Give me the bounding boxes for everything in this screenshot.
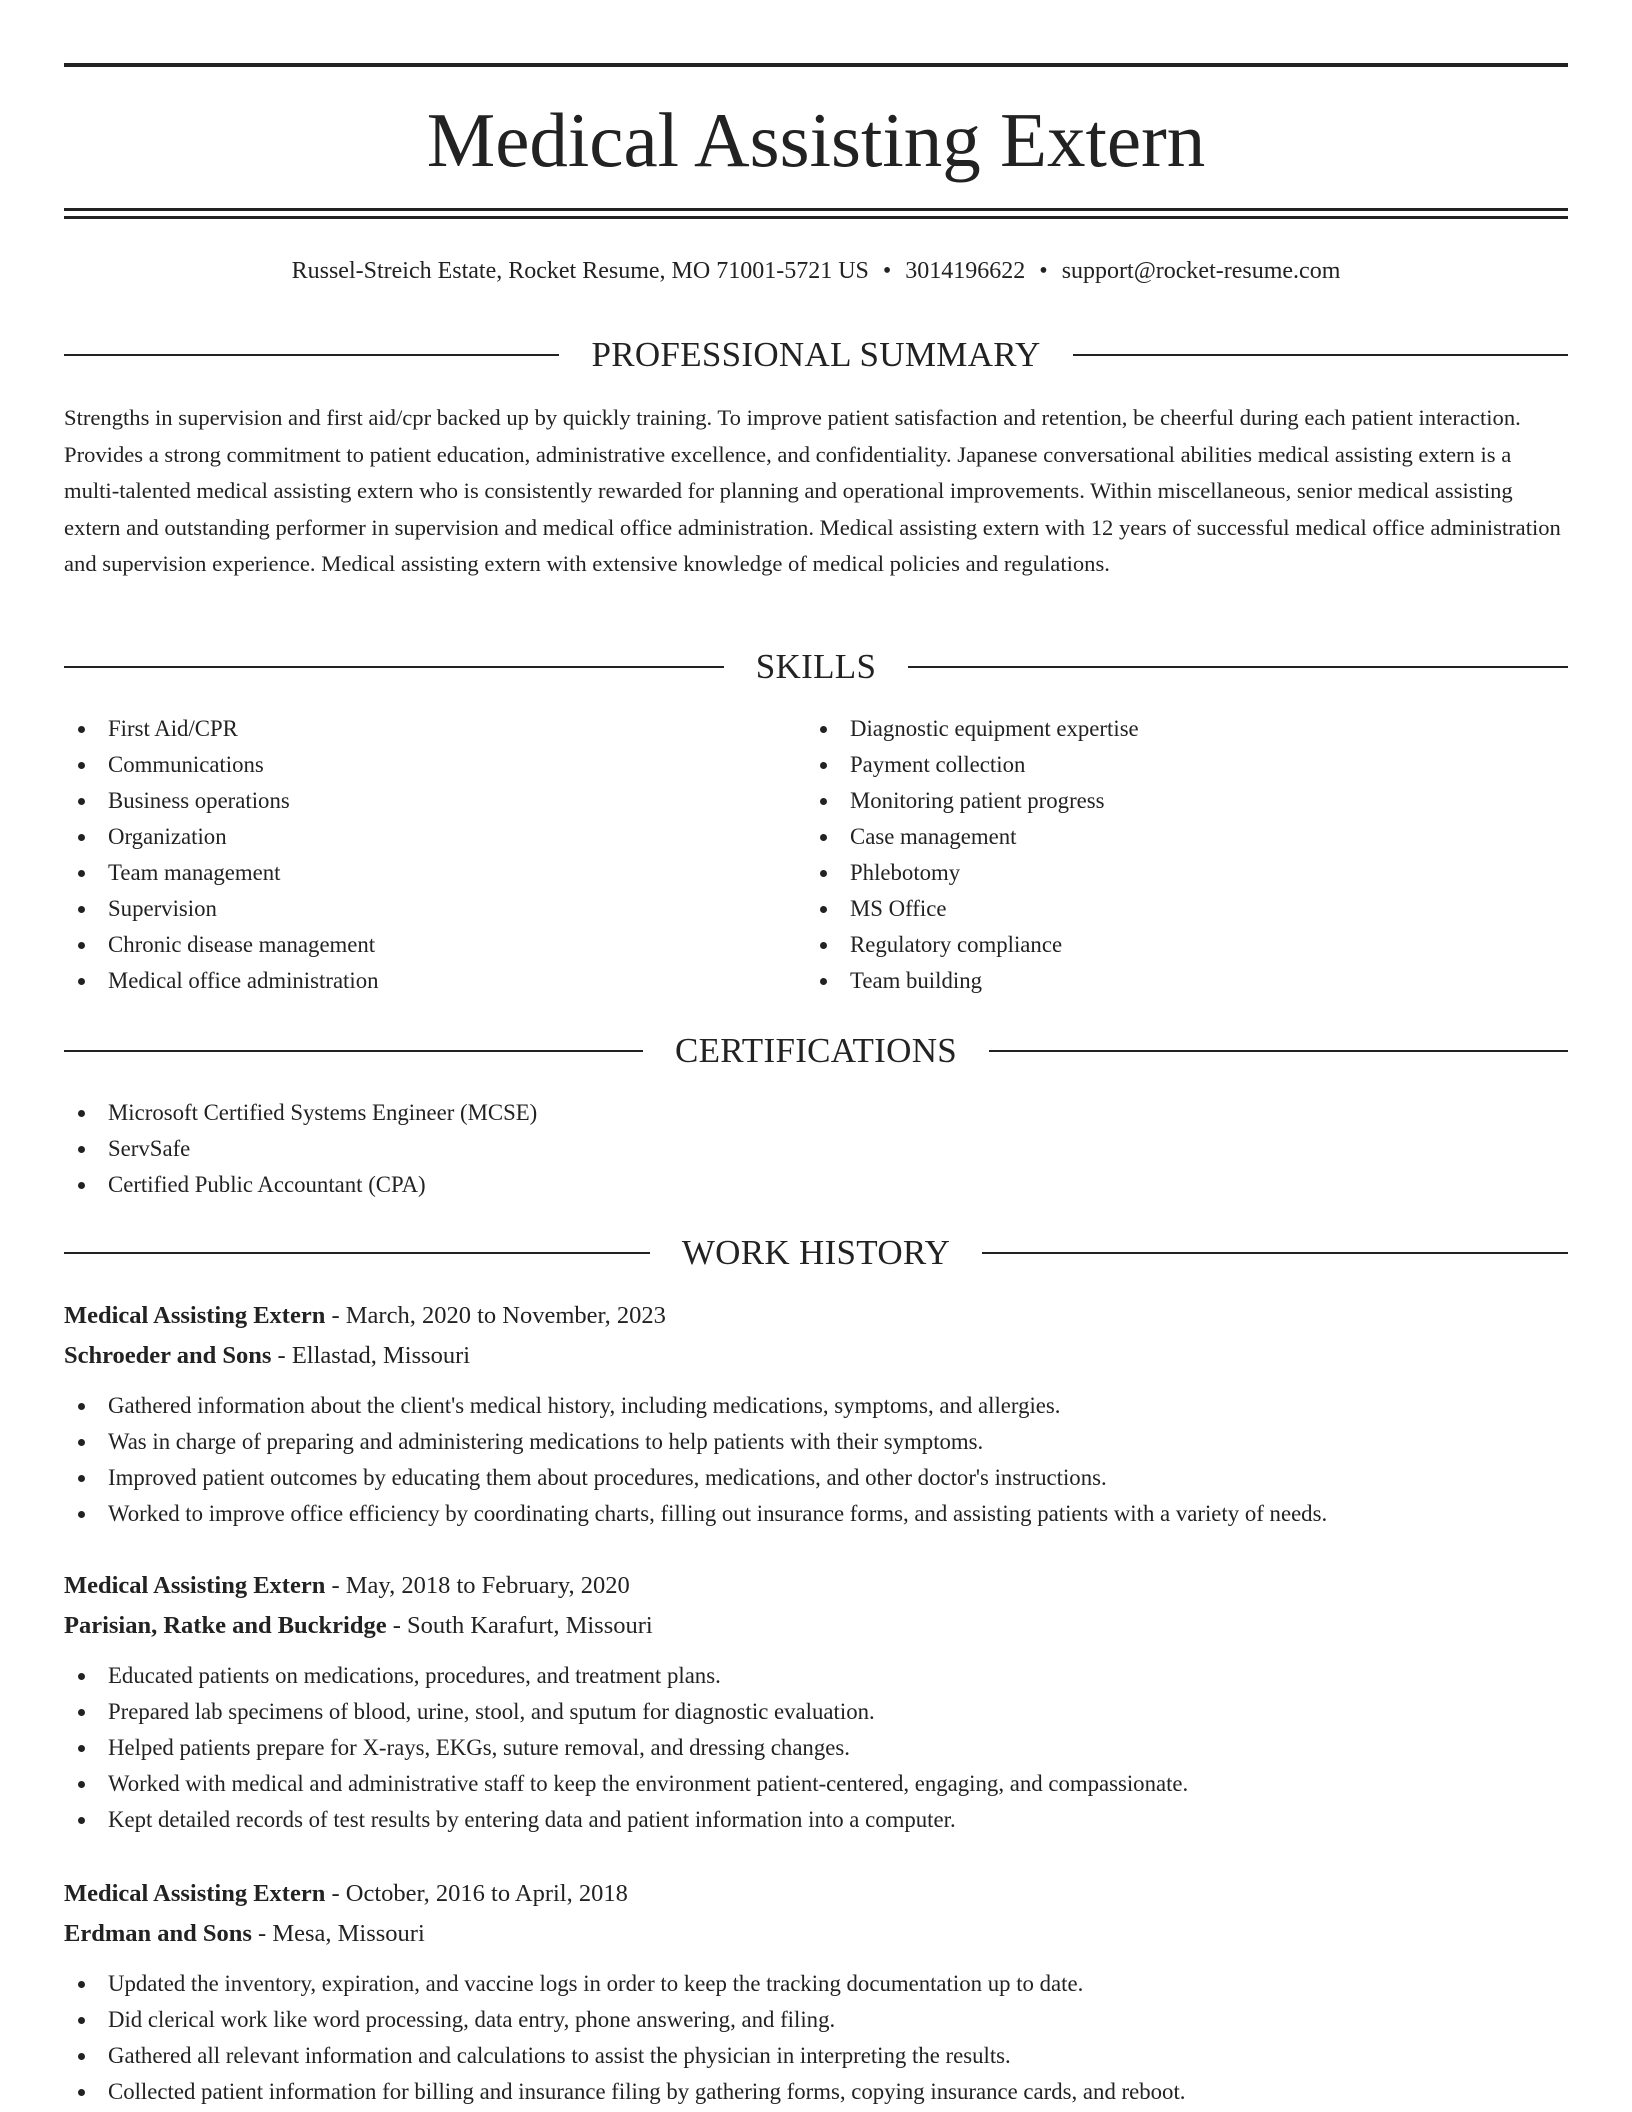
job-duty-item: Updated the inventory, expiration, and vaccine logs in order to keep the tracking documentation up to date. [64, 1966, 1568, 2002]
section-title-work-history: WORK HISTORY [681, 1233, 951, 1272]
skill-item: Communications [64, 747, 804, 783]
contact-address: Russel-Streich Estate, Rocket Resume, MO 71001-5721 US [291, 258, 869, 284]
section-rule-right [1073, 354, 1568, 356]
skill-item: Supervision [64, 891, 804, 927]
job-company: Parisian, Ratke and Buckridge [64, 1612, 387, 1639]
contact-separator: • [882, 258, 892, 284]
job-duties-list [64, 1658, 1568, 1838]
skills-list-right [806, 711, 1546, 999]
job-company-line [64, 1914, 1568, 1954]
contact-email: support@rocket-resume.com [1061, 258, 1341, 284]
section-rule-left [64, 1050, 643, 1052]
section-header-work-history [64, 1231, 1568, 1275]
job-entry [64, 1566, 1568, 1838]
section-rule-right [989, 1050, 1568, 1052]
section-title-skills: SKILLS [755, 647, 877, 686]
section-rule-right [908, 666, 1568, 668]
skill-item: Team management [64, 855, 804, 891]
skill-item: MS Office [806, 891, 1546, 927]
section-title-summary: PROFESSIONAL SUMMARY [591, 335, 1041, 374]
job-duty-item: Prepared lab specimens of blood, urine, stool, and sputum for diagnostic evaluation. [64, 1694, 1568, 1730]
certifications-list [64, 1095, 1568, 1203]
skill-item: Regulatory compliance [806, 927, 1546, 963]
job-duty-item: Was in charge of preparing and administering medications to help patients with their symptoms. [64, 1424, 1568, 1460]
skill-item: Diagnostic equipment expertise [806, 711, 1546, 747]
job-dates: - May, 2018 to February, 2020 [325, 1572, 630, 1599]
section-rule-right [982, 1252, 1568, 1254]
section-header-certifications [64, 1029, 1568, 1073]
skills-list-left [64, 711, 804, 999]
job-company-line [64, 1606, 1568, 1646]
job-location: - Ellastad, Missouri [271, 1342, 471, 1369]
skill-item: Business operations [64, 783, 804, 819]
job-title: Medical Assisting Extern [64, 1572, 326, 1599]
contact-phone: 3014196622 [905, 258, 1026, 284]
job-title-line [64, 1874, 1568, 1914]
skill-item: Monitoring patient progress [806, 783, 1546, 819]
job-title: Medical Assisting Extern [64, 1880, 326, 1907]
section-rule-left [64, 666, 724, 668]
job-duty-item: Kept detailed records of test results by entering data and patient information into a computer. [64, 1802, 1568, 1838]
job-location: - Mesa, Missouri [251, 1920, 425, 1947]
skill-item: Phlebotomy [806, 855, 1546, 891]
skill-item: Medical office administration [64, 963, 804, 999]
job-entry [64, 1874, 1568, 2110]
job-company: Erdman and Sons [64, 1920, 252, 1947]
summary-paragraph: Strengths in supervision and first aid/cpr backed up by quickly training. To improve patient satisfaction and retention, be cheerful during each patient interaction. Provides a strong commitment to patient education, administrative excellence, and confidentiality. Japanese conversational abilities medical assisting extern is a multi-talented medical assisting extern who is consistently rewarded for planning and operational improvements. Within miscellaneous, senior medical assisting extern and outstanding performer in supervision and medical office administration. Medical assisting extern with 12 years of successful medical office administration and supervision experience. Medical assisting extern with extensive knowledge of medical policies and regulations. [64, 405, 1561, 576]
job-entry [64, 1296, 1568, 1532]
skill-item: Case management [806, 819, 1546, 855]
skill-item: Chronic disease management [64, 927, 804, 963]
job-duties-list [64, 1966, 1568, 2110]
skill-item: Organization [64, 819, 804, 855]
job-duty-item: Educated patients on medications, procedures, and treatment plans. [64, 1658, 1568, 1694]
section-title-certifications: CERTIFICATIONS [674, 1031, 958, 1070]
skill-item: Team building [806, 963, 1546, 999]
job-duty-item: Helped patients prepare for X-rays, EKGs, suture removal, and dressing changes. [64, 1730, 1568, 1766]
header-double-rule-upper [64, 208, 1568, 211]
job-company: Schroeder and Sons [64, 1342, 272, 1369]
certification-item: ServSafe [64, 1131, 1568, 1167]
job-duty-item: Worked to improve office efficiency by coordinating charts, filling out insurance forms, and assisting patients with a variety of needs. [64, 1496, 1568, 1532]
job-duties-list [64, 1388, 1568, 1532]
job-dates: - October, 2016 to April, 2018 [325, 1880, 628, 1907]
job-duty-item: Did clerical work like word processing, data entry, phone answering, and filing. [64, 2002, 1568, 2038]
resume-title: Medical Assisting Extern [426, 97, 1206, 183]
job-title: Medical Assisting Extern [64, 1302, 326, 1329]
skill-item: Payment collection [806, 747, 1546, 783]
job-duty-item: Gathered information about the client's medical history, including medications, symptoms, and allergies. [64, 1388, 1568, 1424]
job-duty-item: Worked with medical and administrative staff to keep the environment patient-centered, engaging, and compassionate. [64, 1766, 1568, 1802]
job-location: - South Karafurt, Missouri [386, 1612, 653, 1639]
section-rule-left [64, 1252, 650, 1254]
header-double-rule-lower [64, 216, 1568, 219]
skill-item: First Aid/CPR [64, 711, 804, 747]
job-title-line [64, 1296, 1568, 1336]
job-duty-item: Collected patient information for billing and insurance filing by gathering forms, copying insurance cards, and reboot. [64, 2074, 1568, 2110]
header-top-rule [64, 63, 1568, 67]
job-dates: - March, 2020 to November, 2023 [325, 1302, 666, 1329]
job-duty-item: Improved patient outcomes by educating them about procedures, medications, and other doctor's instructions. [64, 1460, 1568, 1496]
contact-separator: • [1039, 258, 1048, 284]
job-duty-item: Gathered all relevant information and calculations to assist the physician in interpreting the results. [64, 2038, 1568, 2074]
section-rule-left [64, 354, 559, 356]
contact-line [64, 254, 1568, 288]
section-header-skills [64, 645, 1568, 689]
job-company-line [64, 1336, 1568, 1376]
certification-item: Certified Public Accountant (CPA) [64, 1167, 1568, 1203]
certification-item: Microsoft Certified Systems Engineer (MCSE) [64, 1095, 1568, 1131]
section-header-summary [64, 333, 1568, 377]
job-title-line [64, 1566, 1568, 1606]
